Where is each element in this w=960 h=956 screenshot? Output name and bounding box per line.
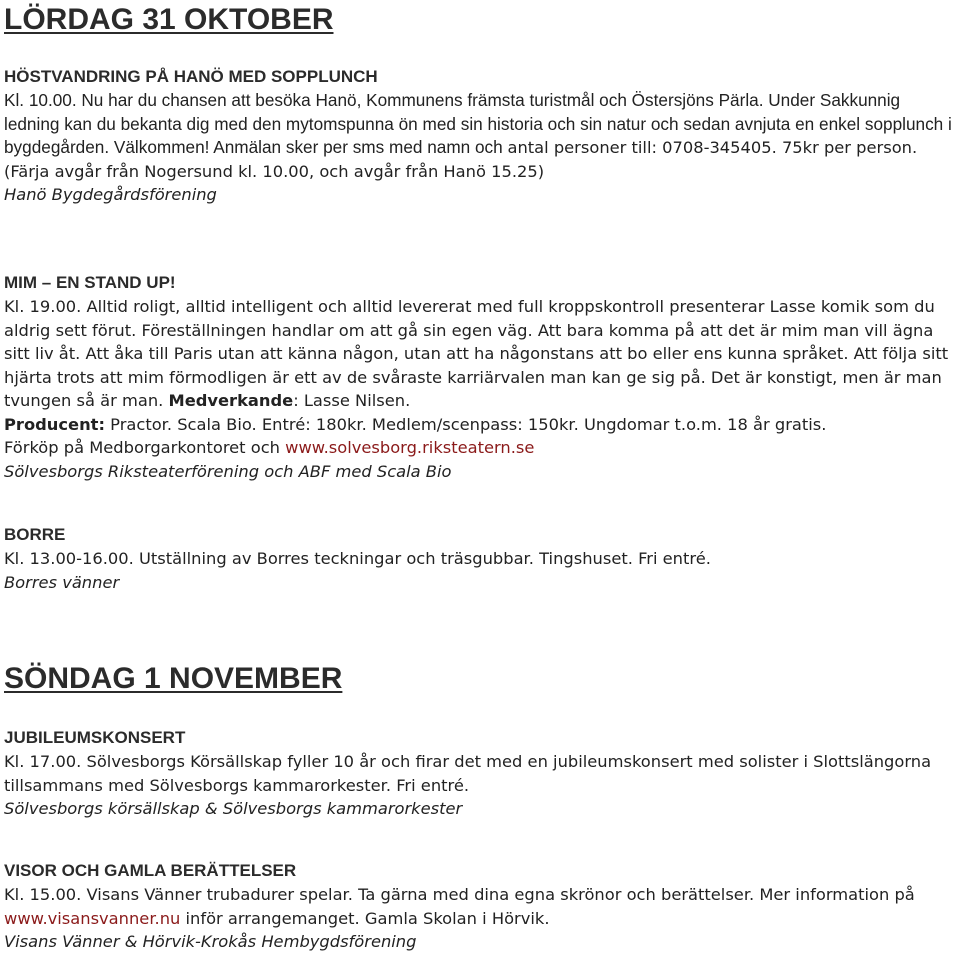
event-organizer: Sölvesborgs Riksteaterförening och ABF med Scala Bio <box>4 461 452 481</box>
event-description: Kl. 13.00-16.00. Utställning av Borres teckningar och träsgubbar. Tingshuset. Fri entré. <box>4 549 711 568</box>
day-heading-saturday: LÖRDAG 31 OKTOBER <box>4 3 334 36</box>
event-organizer: Visans Vänner & Hörvik-Krokås Hembygdsförening <box>4 932 417 951</box>
event-description-text-cont: antal personer till: 0708-345405. 75kr per person. (Färja avgår från Nogersund kl. 10.00, och avgår från Hanö 15.25) <box>4 138 918 181</box>
event-organizer: Sölvesborgs körsällskap & Sölvesborgs kammarorkester <box>4 799 463 818</box>
event-description-text: Kl. 19.00. Alltid roligt, alltid intelligent och alltid levererat med full kroppskontroll presenterar Lasse komik som du aldrig sett förut. Föreställningen handlar om att gå sin egen väg. Att bara komma på att det är mim man vill ägna sitt liv åt. Att åka till Paris utan att känna någon, utan att ha någonstans att bo eller ens kunna språket. Att följa sitt hjärta trots att mim förmodligen är ett av de svåraste karriärvalen man kan ge sig på. Det är konstigt, men är man tvungen så är man. <box>4 297 949 410</box>
event-description-text: Kl. 10.00. Nu har du chansen att besöka Hanö, Kommunens främsta turistmål och Östersjöns Pärla. Under Sakkunnig ledning kan du bekanta dig med den mytomspunna ön med sin historia och sin natur och sedan avnjuta en enkel sopplunch i bygdegården. Välkommen! Anmälan sker per sms med namn och <box>4 90 952 157</box>
event-description: Kl. 17.00. Sölvesborgs Körsällskap fyller 10 år och firar det med en jubileumskonsert med solister i Slottslängorna tillsammans med Sölvesborgs kammarorkester. Fri entré. <box>4 752 932 795</box>
producent-value: Practor. Scala Bio. Entré: 180kr. Medlem/scenpass: 150kr. Ungdomar t.o.m. 18 år gratis. <box>104 414 827 434</box>
riksteatern-link[interactable]: www.solvesborg.riksteatern.se <box>285 438 535 457</box>
event-organizer: Borres vänner <box>4 572 120 592</box>
event-jubileumskonsert <box>4 727 960 821</box>
medverkande-value: : Lasse Nilsen. <box>293 391 411 410</box>
event-description <box>4 883 960 930</box>
event-description-text-cont: inför arrangemanget. Gamla Skolan i Hörvik. <box>180 908 550 928</box>
event-mim <box>4 272 960 483</box>
event-title: MIM – EN STAND UP! <box>4 273 176 292</box>
event-description <box>4 89 960 183</box>
visansvanner-link[interactable]: www.visansvanner.nu <box>4 908 181 928</box>
forkop-text: Förköp på Medborgarkontoret och <box>4 438 286 457</box>
producent-label: Producent: <box>4 414 105 434</box>
event-organizer: Hanö Bygdegårdsförening <box>4 185 217 204</box>
medverkande-label: Medverkande <box>168 391 294 410</box>
event-description <box>4 295 960 460</box>
event-description-text: Kl. 15.00. Visans Vänner trubadurer spelar. Ta gärna med dina egna skrönor och berättelser. Mer information på <box>4 885 915 904</box>
event-title: BORRE <box>4 525 66 544</box>
event-visor <box>4 860 960 954</box>
day-heading-sunday: SÖNDAG 1 NOVEMBER <box>4 662 343 695</box>
event-hostvandring <box>4 66 960 207</box>
event-borre <box>4 524 960 594</box>
event-title: JUBILEUMSKONSERT <box>4 728 186 747</box>
event-title: VISOR OCH GAMLA BERÄTTELSER <box>4 861 297 880</box>
event-title: HÖSTVANDRING PÅ HANÖ MED SOPPLUNCH <box>4 67 378 86</box>
